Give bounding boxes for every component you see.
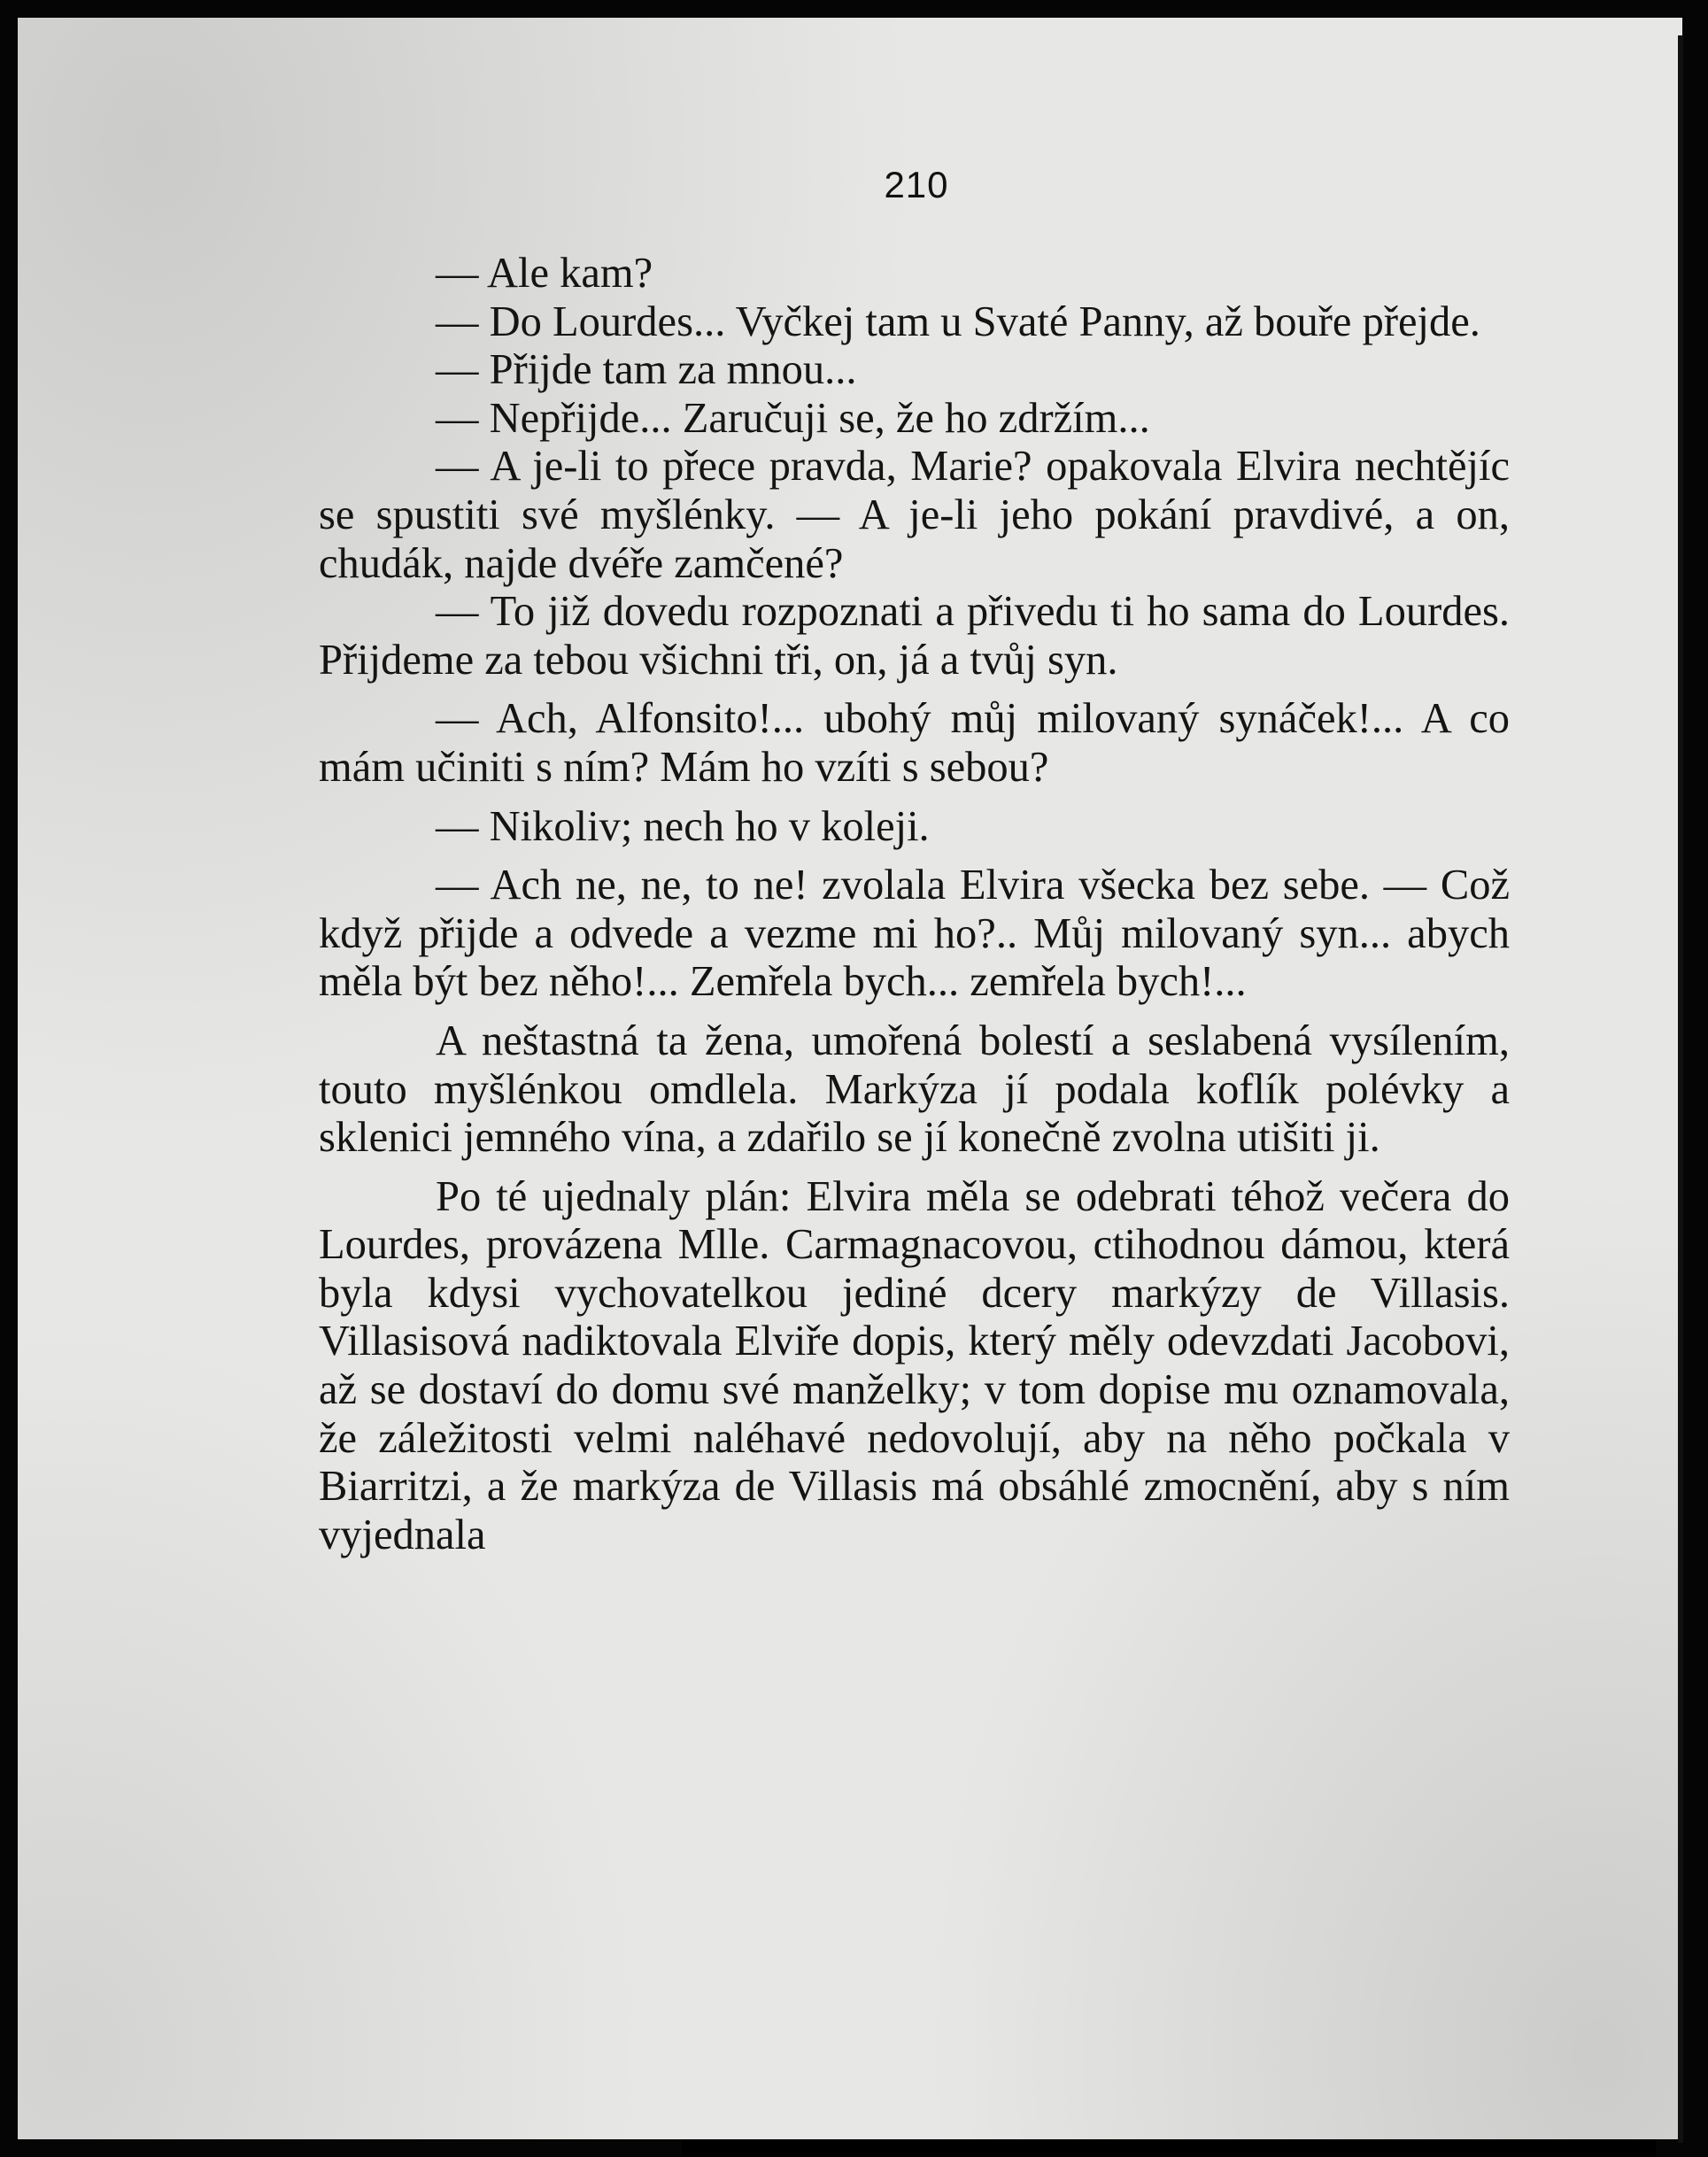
paragraph-11: Po té ujednaly plán: Elvira měla se odebrati téhož večera do Lourdes, provázena Mlle. Carmagnacovou, ctihodnou dámou, která byla kdysi vychovatelkou jediné dcery markýzy de Villasis. Villasisová nadiktovala Elviře dopis, který měly odevzdati Jacobovi, až se dostaví do domu své manželky; v tom dopise mu oznamovala, že záležitosti velmi naléhavé nedovolují, aby na něho počkala v Biarritzi, a že markýza de Villasis má obsáhlé zmocnění, aby s ním vyjednala (319, 1172, 1510, 1558)
paragraph-10: A neštastná ta žena, umořená bolestí a seslabená vysílením, touto myšlénkou omdlela. Markýza jí podala koflík polévky a sklenici jemného vína, a zdařilo se jí konečně zvolna utišiti ji. (319, 1017, 1510, 1162)
paragraph-9: — Ach ne, ne, to ne! zvolala Elvira všecka bez sebe. — Což když přijde a odvede a vezme mi ho?.. Můj milovaný syn... abych měla být bez něho!... Zemřela bych... zemřela bych!... (319, 862, 1510, 1006)
paragraph-5: — A je-li to přece pravda, Marie? opakovala Elvira nechtějíc se spustiti své myšlénky. — A je-li jeho pokání pravdivé, a on, chudák, najde dvéře zamčené? (319, 443, 1510, 587)
paragraph-8: — Nikoliv; nech ho v koleji. (436, 802, 930, 850)
book-page (18, 18, 1682, 2139)
paragraph-1: — Ale kam? (436, 250, 653, 297)
paragraph-7: — Ach, Alfonsito!... ubohý můj milovaný synáček!... A co mám učiniti s ním? Mám ho vzíti s sebou? (319, 695, 1510, 791)
paragraph-6: — To již dovedu rozpoznati a přivedu ti ho sama do Lourdes. Přijdeme za tebou všichni tři, on, já a tvůj syn. (319, 588, 1510, 684)
paragraph-2: — Do Lourdes... Vyčkej tam u Svaté Panny, až bouře přejde. (436, 298, 1480, 345)
body-text (319, 250, 1510, 1559)
page-number: 210 (884, 164, 949, 205)
paragraph-4: — Nepřijde... Zaručuji se, že ho zdržím... (436, 394, 1150, 442)
page-edge-shadow (1678, 35, 1683, 2143)
paragraph-3: — Přijde tam za mnou... (436, 346, 857, 394)
scan-border (682, 2139, 1656, 2157)
